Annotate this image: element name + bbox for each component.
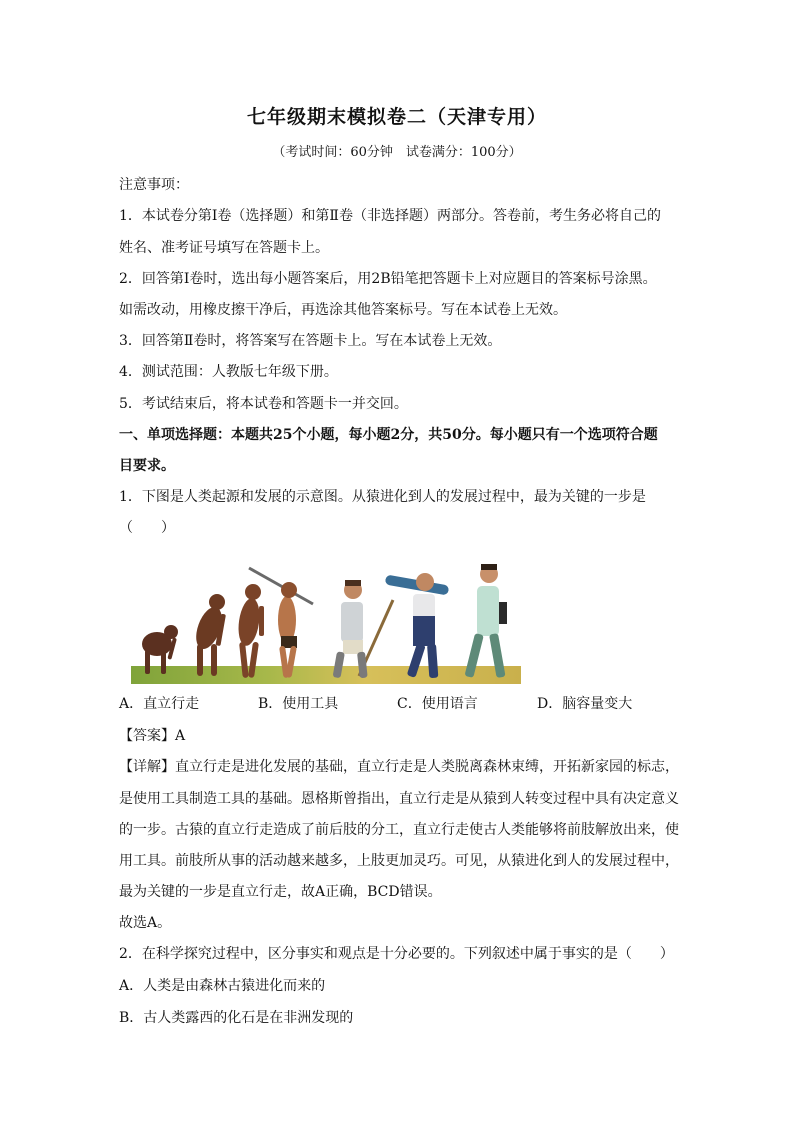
exam-subtitle: （考试时间：60分钟 试卷满分：100分）: [272, 145, 522, 160]
notice-item-1-line-2: 姓名、准考证号填写在答题卡上。: [119, 240, 329, 256]
question-2-stem: 2．在科学探究过程中，区分事实和观点是十分必要的。下列叙述中属于事实的是（ ）: [119, 946, 674, 962]
question-1-option-b: B．使用工具: [258, 696, 339, 712]
question-1-answer-blank: （ ）: [119, 520, 175, 536]
notice-item-1-line-1: 1．本试卷分第Ⅰ卷（选择题）和第Ⅱ卷（非选择题）两部分。答卷前，考生务必将自己的: [119, 208, 661, 224]
question-2-option-a: A．人类是由森林古猿进化而来的: [119, 978, 326, 994]
human-figure-7: [464, 564, 507, 678]
question-1-detail-line-1: [119, 757, 679, 777]
question-1-stem: 1．下图是人类起源和发展的示意图。从猿进化到人的发展过程中，最为关键的一步是: [119, 489, 646, 505]
question-1-option-d: D．脑容量变大: [537, 696, 633, 712]
ground-strip: [131, 666, 521, 684]
question-1-detail-line-4: 用工具。前肢所从事的活动越来越多，上肢更加灵巧。可见，从猿进化到人的发展过程中，: [119, 853, 679, 869]
question-1-detail-line-5: 最为关键的一步是直立行走，故A正确，BCD错误。: [119, 884, 442, 900]
detail-label: 【详解】: [119, 759, 175, 775]
ape-figure-2: [191, 594, 227, 676]
section-1-heading-line-2: 目要求。: [119, 458, 175, 474]
question-1-detail-line-2: 是使用工具制造工具的基础。恩格斯曾指出，直立行走是从猿到人转变过程中具有决定意义: [119, 791, 679, 807]
question-2-option-b: B．古人类露西的化石是在非洲发现的: [119, 1010, 354, 1026]
human-figure-5: [333, 580, 393, 678]
notice-item-4: 4．测试范围：人教版七年级下册。: [119, 364, 338, 380]
notice-item-2-line-1: 2．回答第Ⅰ卷时，选出每小题答案后，用2B铅笔把答题卡上对应题目的答案标号涂黑。: [119, 271, 657, 287]
question-1-detail-line-3: 的一步。古猿的直立行走造成了前后肢的分工，直立行走使古人类能够将前肢解放出来，使: [119, 822, 679, 838]
section-1-heading-line-1: 一、单项选择题：本题共25个小题，每小题2分，共50分。每小题只有一个选项符合题: [119, 427, 658, 443]
notice-item-2-line-2: 如需改动，用橡皮擦干净后，再选涂其他答案标号。写在本试卷上无效。: [119, 302, 567, 318]
question-1-answer: 【答案】A: [119, 728, 186, 744]
notice-item-3: 3．回答第Ⅱ卷时，将答案写在答题卡上。写在本试卷上无效。: [119, 333, 502, 349]
human-figure-6: [385, 573, 450, 678]
question-1-option-a: A．直立行走: [119, 696, 200, 712]
notice-heading: 注意事项：: [119, 177, 189, 193]
notice-item-5: 5．考试结束后，将本试卷和答题卡一并交回。: [119, 396, 408, 412]
page-title: 七年级期末模拟卷二（天津专用）: [246, 106, 547, 128]
hominid-figure-3: [236, 584, 264, 678]
detail-text-1: 直立行走是进化发展的基础，直立行走是人类脱离森林束缚，开拓新家园的标志，: [175, 759, 679, 775]
question-1-conclusion: 故选A。: [119, 915, 172, 931]
question-1-option-c: C．使用语言: [397, 696, 478, 712]
human-evolution-illustration: [131, 558, 521, 688]
